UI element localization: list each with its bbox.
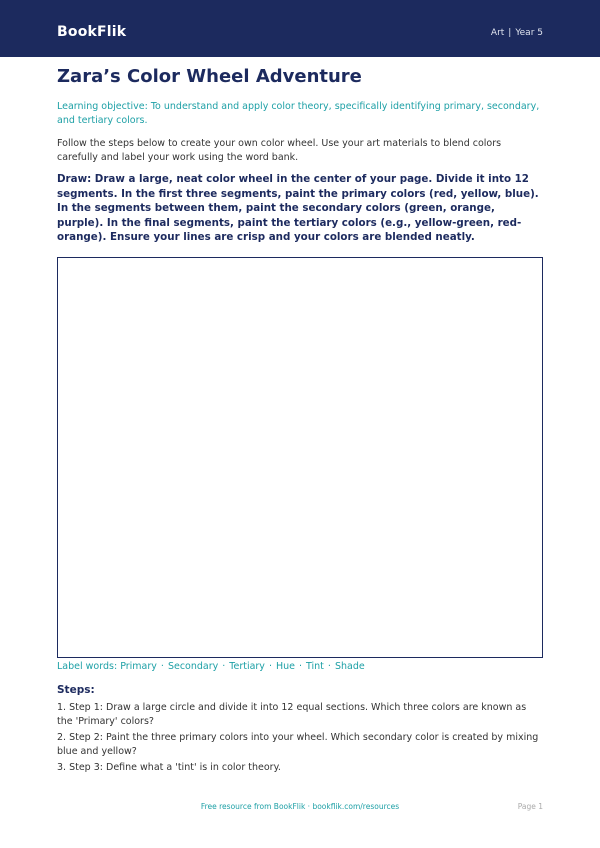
word-bank-word: Tertiary bbox=[229, 661, 265, 672]
page-number: Page 1 bbox=[517, 802, 543, 811]
word-bank-word: Secondary bbox=[167, 661, 219, 672]
drawing-area[interactable] bbox=[57, 257, 543, 658]
word-bank-word: Tint bbox=[306, 661, 324, 672]
brand-logo: BookFlik bbox=[57, 24, 127, 40]
subject-label: Art bbox=[490, 28, 505, 38]
subject-year-label bbox=[491, 28, 543, 38]
word-bank-word: Shade bbox=[334, 661, 365, 672]
word-bank-word: Hue bbox=[275, 661, 295, 672]
steps-heading: Steps: bbox=[57, 684, 95, 696]
step-item: 2. Step 2: Paint the three primary colors into your wheel. Which secondary color is created by mixing blue and yellow? bbox=[57, 732, 539, 757]
step-item: 1. Step 1: Draw a large circle and divide it into 12 equal sections. Which three colors are known as the 'Primary' colors? bbox=[57, 702, 527, 727]
word-bank-separator: · bbox=[327, 661, 331, 672]
intro-text: Follow the steps below to create your own color wheel. Use your art materials to blend colors carefully and label your work using the word bank. bbox=[57, 138, 502, 163]
meta-separator: | bbox=[508, 28, 512, 38]
year-label: Year 5 bbox=[515, 28, 543, 38]
footer-text: Free resource from BookFlik · bookflik.com/resources bbox=[200, 802, 400, 811]
word-bank-separator: · bbox=[268, 661, 272, 672]
page-title: Zara’s Color Wheel Adventure bbox=[57, 66, 362, 87]
word-bank-word: Primary bbox=[120, 661, 157, 672]
step-item: 3. Step 3: Define what a 'tint' is in color theory. bbox=[57, 762, 281, 773]
word-bank-separator: · bbox=[222, 661, 226, 672]
word-bank-separator: · bbox=[160, 661, 164, 672]
word-bank-separator: · bbox=[298, 661, 303, 672]
steps-list bbox=[57, 701, 543, 777]
word-bank-prefix: Label words: bbox=[57, 661, 118, 672]
page-header bbox=[0, 0, 600, 57]
word-bank bbox=[57, 661, 365, 672]
draw-task: Draw: Draw a large, neat color wheel in the center of your page. Divide it into 12 segments. In the first three segments, paint the primary colors (red, yellow, blue). In the segments between them, paint the secondary colors (green, orange, purple). In the final segments, paint the tertiary colors (e.g., yellow-green, red-orange). Ensure your lines are crisp and your colors are blended neatly. bbox=[57, 173, 539, 243]
learning-objective: Learning objective: To understand and apply color theory, specifically identifying primary, secondary, and tertiary colors. bbox=[57, 101, 540, 126]
